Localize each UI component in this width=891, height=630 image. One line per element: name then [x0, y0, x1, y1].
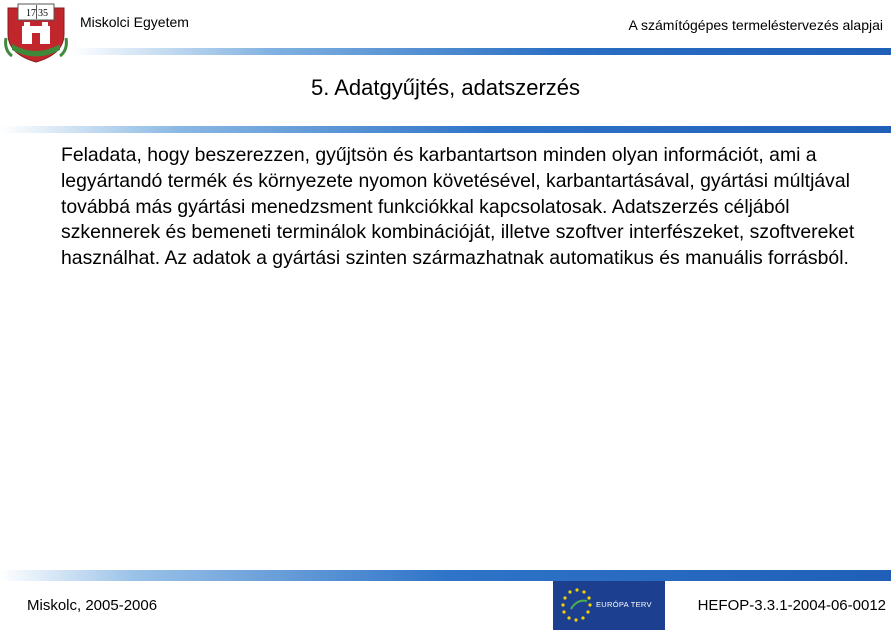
footer-place-date: Miskolc, 2005-2006: [27, 597, 158, 614]
footer-divider: [0, 570, 891, 581]
eu-plan-logo: [553, 581, 665, 630]
institution-name: Miskolci Egyetem: [80, 14, 189, 30]
header-divider: [70, 48, 891, 55]
svg-text:35: 35: [38, 8, 48, 19]
title-divider: [0, 126, 891, 133]
project-code: HEFOP-3.3.1-2004-06-0012: [697, 597, 886, 614]
university-crest-icon: [2, 0, 70, 64]
slide-title: 5. Adatgyűjtés, adatszerzés: [310, 75, 581, 100]
slide-body: Feladata, hogy beszerezzen, gyűjtsön és karbantartson minden olyan információt, ami a legyártandó termék és környezete nyomon követésével, karbantartásával, gyártási múltjával továbbá más gyártási menedzsment funkciókkal kapcsolatosak. Adatszerzés céljából szkennerek és bemeneti terminálok kombinációját, illetve szoftver interfészeket, szoftvereket használhat. Az adatok a gyártási szinten származhatnak automatikus és manuális forrásból.: [61, 144, 855, 270]
eu-plan-logo-text: EURÓPA TERV: [596, 600, 652, 609]
svg-text:17: 17: [26, 8, 36, 19]
course-title: A számítógépes termeléstervezés alapjai: [628, 17, 883, 33]
